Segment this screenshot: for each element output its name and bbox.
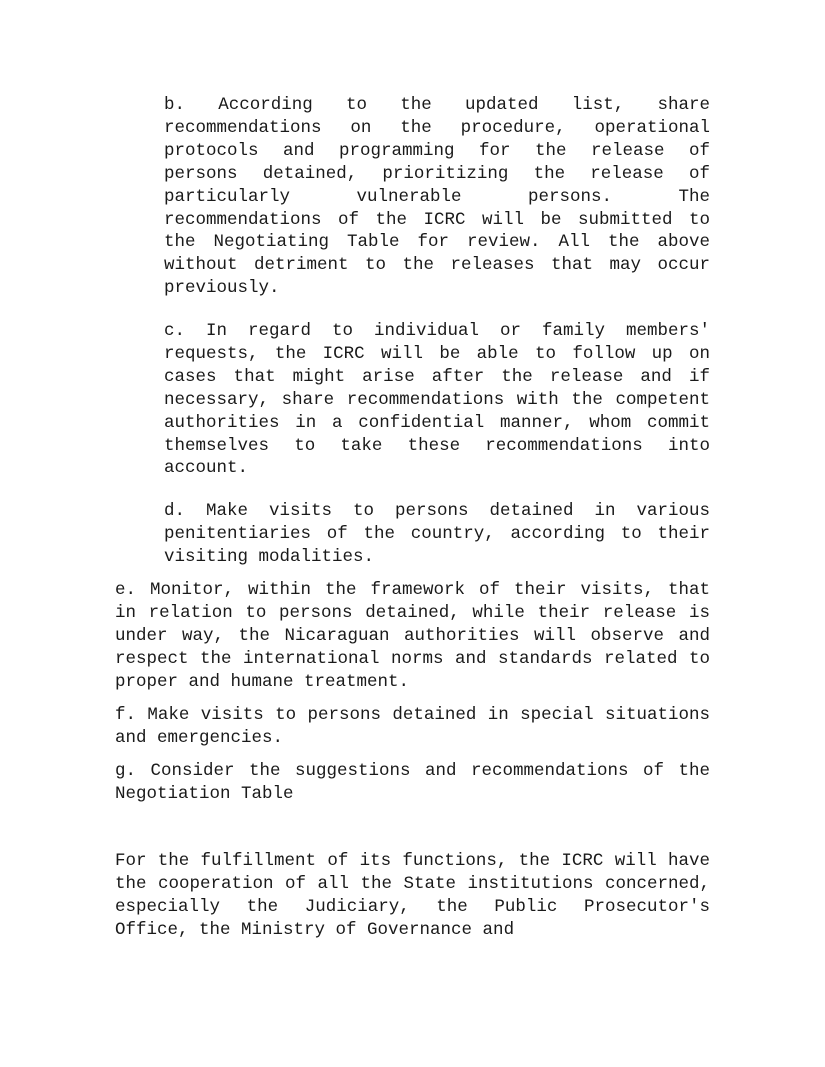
paragraph-b: b. According to the updated list, share recommendations on the procedure, operational protocols and programming for the release of persons detained, prioritizing the release of particularly vulnerable persons. The recommendations of the ICRC will be submitted to the Negotiating Table for review. All the above without detriment to the releases that may occur previously. [164, 95, 710, 299]
paragraph-c: c. In regard to individual or family members' requests, the ICRC will be able to follow up on cases that might arise after the release and if necessary, share recommendations with the competent authorities in a confidential manner, whom commit themselves to take these recommendations into account. [164, 321, 710, 479]
paragraph-g: g. Consider the suggestions and recommendations of the Negotiation Table [115, 761, 710, 804]
paragraph-e: e. Monitor, within the framework of their visits, that in relation to persons detained, while their release is under way, the Nicaraguan authorities will observe and respect the international norms and standards related to proper and humane treatment. [115, 580, 710, 692]
paragraph-f: f. Make visits to persons detained in special situations and emergencies. [115, 705, 710, 748]
paragraph-d: d. Make visits to persons detained in various penitentiaries of the country, according to their visiting modalities. [164, 501, 710, 567]
paragraph-icrc-functions: For the fulfillment of its functions, the ICRC will have the cooperation of all the State institutions concerned, especially the Judiciary, the Public Prosecutor's Office, the Ministry of Governance and [115, 851, 710, 940]
